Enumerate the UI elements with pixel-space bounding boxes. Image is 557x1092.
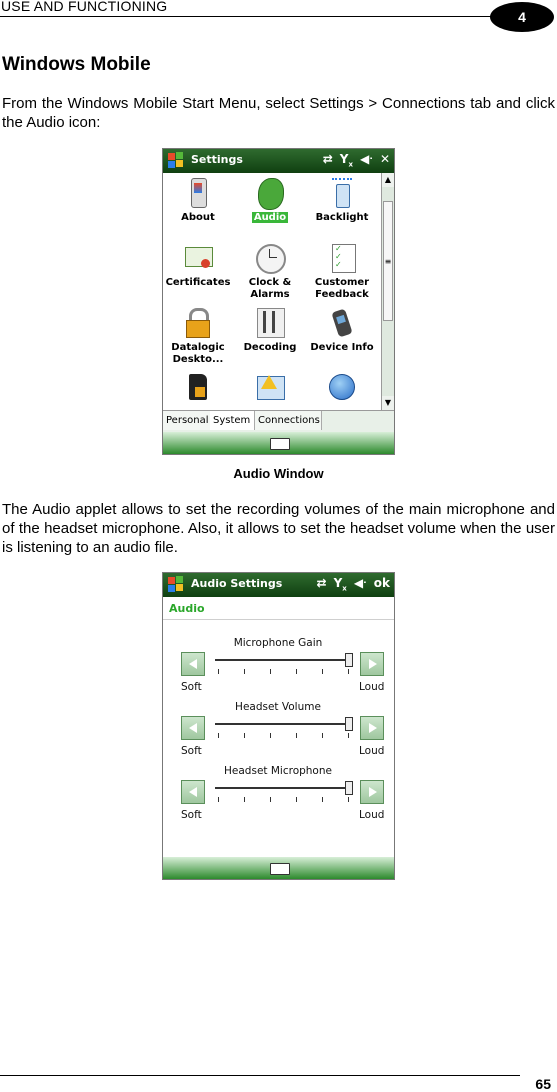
device-icon: [327, 308, 357, 338]
header-rule: [0, 16, 492, 17]
certificate-icon: [183, 243, 213, 273]
header-title: USE AND FUNCTIONING: [1, 0, 168, 14]
speaker-icon[interactable]: ◀ᐧ: [353, 576, 367, 590]
settings-item[interactable]: [235, 243, 305, 301]
settings-item[interactable]: [163, 308, 233, 366]
connectivity-icon[interactable]: ⇄: [322, 152, 333, 166]
slider-thumb[interactable]: [345, 717, 353, 731]
slider-tick: [270, 733, 271, 738]
slider-tick: [218, 797, 219, 802]
soft-label: Soft: [181, 681, 202, 693]
slider-tick: [348, 669, 349, 674]
selected-label: Audio: [253, 212, 287, 223]
slider-tick: [348, 797, 349, 802]
slider-tick: [218, 669, 219, 674]
loud-label: Loud: [359, 745, 385, 757]
slider-tick: [244, 669, 245, 674]
slider-tick: [322, 669, 323, 674]
increase-button[interactable]: [360, 652, 384, 676]
slider-tick: [270, 797, 271, 802]
body-paragraph: The Audio applet allows to set the recording volumes of the main microphone and of the headset microphone. Also, it allows to set the headset volume when the user is listening to an audio file.: [2, 501, 555, 556]
slider-tick: [296, 797, 297, 802]
window-title: Settings: [191, 153, 243, 166]
settings-item-label: Clock & Alarms: [248, 277, 292, 300]
chapter-badge: 4: [490, 2, 554, 32]
scroll-down-icon[interactable]: ▼: [382, 396, 394, 410]
scroll-up-icon[interactable]: ▲: [382, 173, 394, 187]
settings-item-label: About: [181, 212, 215, 223]
slider-title: Microphone Gain: [233, 637, 323, 649]
tab-personal[interactable]: Personal: [163, 411, 212, 430]
intro-paragraph: From the Windows Mobile Start Menu, select Settings > Connections tab and click the Audio icon:: [2, 95, 555, 131]
slider-tick: [322, 797, 323, 802]
settings-item-label: Device Info: [310, 342, 374, 353]
decrease-button[interactable]: [181, 652, 205, 676]
settings-item[interactable]: [307, 373, 377, 407]
slider-track[interactable]: [215, 659, 353, 661]
warning-icon: [255, 373, 285, 403]
slider-tick: [218, 733, 219, 738]
audio-section-title: Audio: [169, 602, 205, 615]
tab-bar: [163, 410, 394, 432]
increase-button[interactable]: [360, 716, 384, 740]
lock-icon: [183, 308, 213, 338]
settings-item[interactable]: [163, 243, 233, 289]
slider-tick: [244, 797, 245, 802]
vertical-scrollbar[interactable]: [381, 173, 394, 410]
slider-title: Headset Volume: [235, 701, 321, 713]
settings-item[interactable]: [163, 178, 233, 224]
signal-off-icon[interactable]: $Y_x$: [339, 152, 353, 169]
globe-icon: [327, 373, 357, 403]
section-divider: [163, 619, 394, 620]
settings-item[interactable]: [235, 373, 305, 407]
phone-icon: [183, 178, 213, 208]
section-heading: Windows Mobile: [2, 54, 151, 75]
slider-tick: [296, 669, 297, 674]
increase-button[interactable]: [360, 780, 384, 804]
settings-item-label: Datalogic Deskto...: [171, 342, 225, 365]
sdcard-icon: [183, 373, 213, 403]
settings-item-label: [235, 212, 305, 224]
loud-label: Loud: [359, 681, 385, 693]
ok-button[interactable]: ok: [373, 576, 390, 590]
settings-item[interactable]: [307, 308, 377, 354]
settings-item[interactable]: [235, 178, 305, 224]
decrease-button[interactable]: [181, 716, 205, 740]
loud-label: Loud: [359, 809, 385, 821]
slider-tick: [348, 733, 349, 738]
slider-thumb[interactable]: [345, 781, 353, 795]
settings-item[interactable]: [235, 308, 305, 354]
windows-start-icon[interactable]: [168, 576, 186, 594]
settings-icon-grid: [163, 173, 381, 410]
windows-start-icon[interactable]: [168, 152, 186, 170]
settings-screen: [162, 148, 395, 455]
menu-bar: [163, 432, 394, 454]
window-title: Audio Settings: [191, 577, 283, 590]
backlight-icon: [327, 178, 357, 208]
scroll-thumb[interactable]: ≡: [383, 201, 393, 321]
signal-off-icon[interactable]: $Y_x$: [333, 576, 347, 593]
slider-track[interactable]: [215, 787, 353, 789]
page-number: 65: [535, 1076, 551, 1092]
settings-item-label: Customer Feedback: [314, 277, 370, 300]
checklist-icon: ✓ ✓ ✓: [327, 243, 357, 273]
footer-rule: [0, 1075, 520, 1076]
connectivity-icon[interactable]: ⇄: [316, 576, 327, 590]
slider-tick: [244, 733, 245, 738]
slider-tick: [296, 733, 297, 738]
settings-item[interactable]: [307, 178, 377, 224]
settings-item-label: Decoding: [243, 342, 297, 353]
settings-item-label: Certificates: [165, 277, 231, 288]
settings-item-label: Backlight: [315, 212, 369, 223]
decrease-button[interactable]: [181, 780, 205, 804]
slider-tick: [270, 669, 271, 674]
settings-item[interactable]: [163, 373, 233, 407]
soft-label: Soft: [181, 809, 202, 821]
menu-bar: [163, 857, 394, 879]
slider-thumb[interactable]: [345, 653, 353, 667]
slider-track[interactable]: [215, 723, 353, 725]
title-bar: [163, 573, 394, 597]
slider-tick: [322, 733, 323, 738]
keyboard-icon[interactable]: [270, 438, 290, 450]
soft-label: Soft: [181, 745, 202, 757]
keyboard-icon[interactable]: [270, 863, 290, 875]
close-icon[interactable]: ✕: [379, 152, 390, 166]
clock-icon: [255, 243, 285, 273]
tools-icon: [255, 308, 285, 338]
speaker-icon[interactable]: ◀ᐧ: [359, 152, 373, 166]
tab-system[interactable]: System: [210, 411, 255, 430]
tab-connections[interactable]: Connections: [255, 411, 322, 430]
slider-title: Headset Microphone: [224, 765, 332, 777]
settings-item[interactable]: [307, 243, 377, 301]
audio-settings-screen: [162, 572, 395, 880]
title-bar: [163, 149, 394, 173]
audio-icon: [255, 178, 285, 208]
figure-caption: Audio Window: [233, 466, 324, 481]
